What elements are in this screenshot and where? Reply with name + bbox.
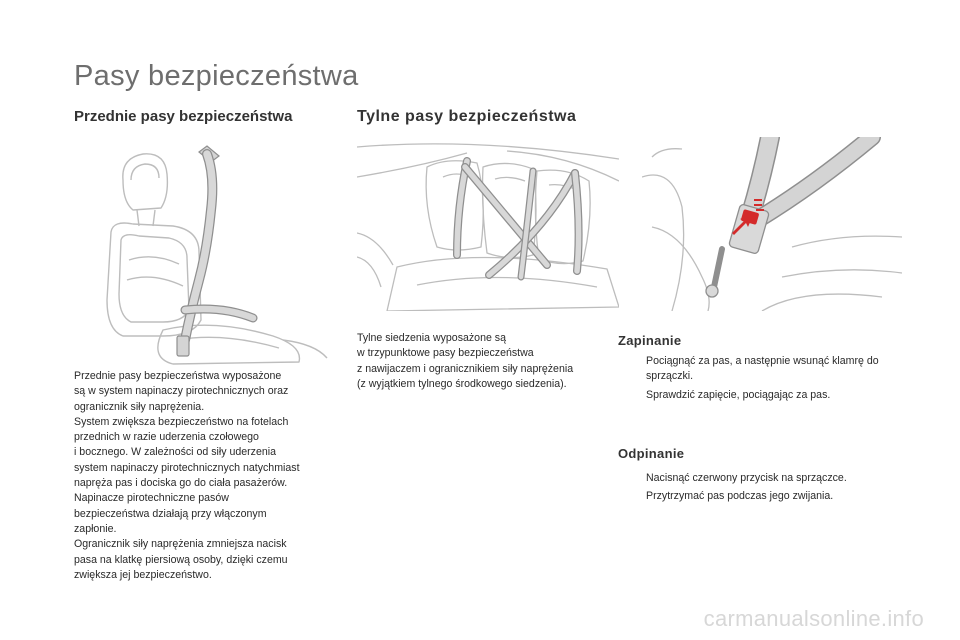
step-text: Sprawdzić zapięcie, pociągając za pas. bbox=[646, 388, 831, 401]
watermark[interactable]: carmanualsonline.info bbox=[703, 606, 924, 631]
list-item bbox=[618, 388, 918, 403]
front-belts-description: Przednie pasy bezpieczeństwa wyposażone są w system napinaczy pirotechnicznych oraz ogranicznik siły naprężenia. System zwiększa bezpieczeństwo na fotelach przednich w razie uderzenia czołowego i bocznego. W zależności od siły uderzenia system napinaczy pirotechnicznych natychmiast napręża pas i dociska go do ciała pasażerów. Napinacze pirotechniczne pasów bezpieczeństwa działają przy włączonym zapłonie. Ogranicznik siły naprężenia zmniejsza nacisk pasa na klatkę piersiową osoby, dzięki czemu zwiększa jej bezpieczeństwo. bbox=[74, 370, 300, 581]
page-title: Pasy bezpieczeństwa bbox=[74, 60, 359, 92]
step-text: Przytrzymać pas podczas jego zwijania. bbox=[646, 490, 834, 503]
rear-seats-illustration bbox=[357, 137, 619, 311]
fastening-heading: Zapinanie bbox=[618, 333, 682, 348]
list-item bbox=[618, 354, 918, 385]
front-belts-heading: Przednie pasy bezpieczeństwa bbox=[74, 108, 293, 125]
front-belt-icon bbox=[177, 146, 253, 356]
front-seat-illustration bbox=[103, 140, 338, 366]
buckle-drawing bbox=[642, 137, 902, 311]
list-item bbox=[618, 471, 918, 486]
fastening-steps bbox=[618, 354, 918, 406]
step-text: Pociągnąć za pas, a następnie wsunąć klamrę do sprzączki. bbox=[646, 355, 879, 383]
unfastening-heading: Odpinanie bbox=[618, 446, 685, 461]
step-text: Nacisnąć czerwony przycisk na sprzączce. bbox=[646, 472, 847, 484]
rear-belts-heading: Tylne pasy bezpieczeństwa bbox=[357, 108, 577, 125]
buckle-illustration bbox=[642, 137, 902, 311]
unfastening-steps bbox=[618, 471, 918, 508]
front-seat-drawing bbox=[103, 140, 338, 366]
buckle-belt-icon bbox=[706, 137, 872, 297]
rear-seats-drawing bbox=[357, 137, 619, 311]
rear-belts-description: Tylne siedzenia wyposażone są w trzypunktowe pasy bezpieczeństwa z nawijaczem i ogranicznikiem siły naprężenia (z wyjątkiem tylnego środkowego siedzenia). bbox=[357, 332, 574, 390]
list-item bbox=[618, 489, 918, 504]
